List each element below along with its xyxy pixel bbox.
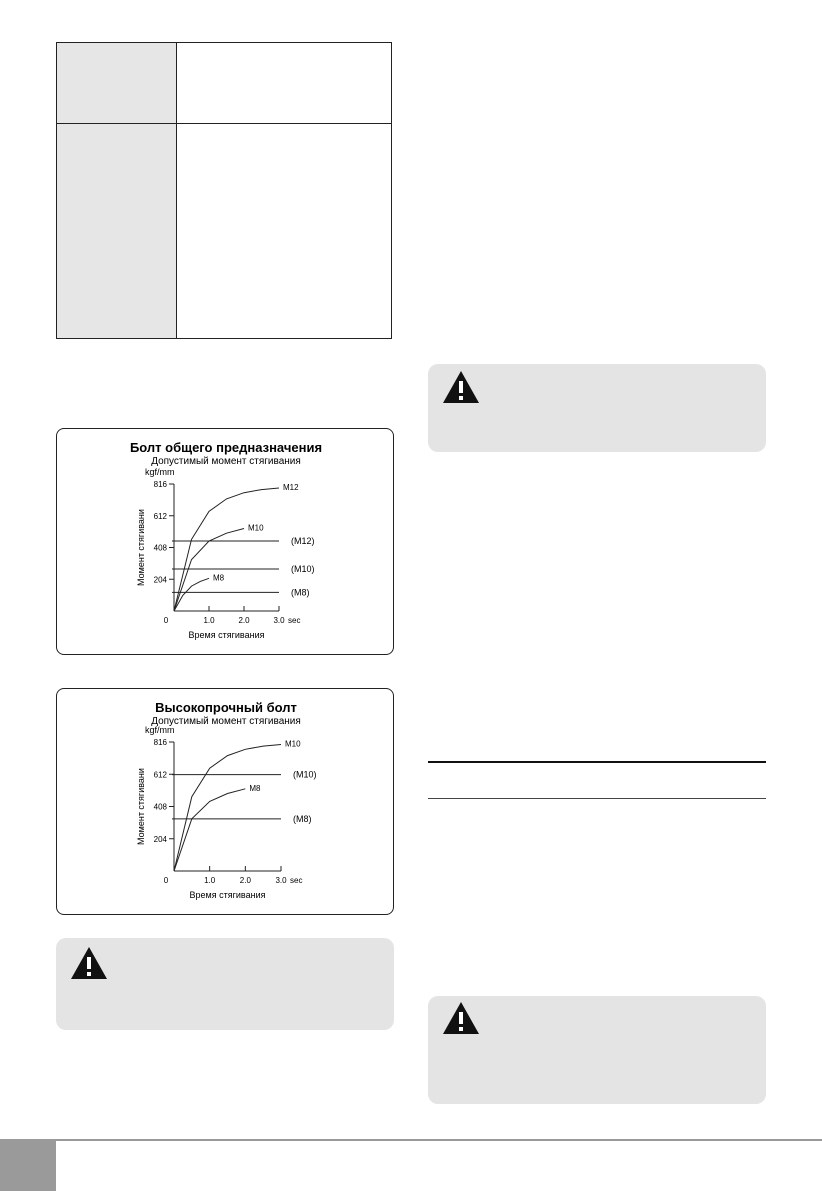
y-axis-label: Момент стягивани [136,768,146,845]
section-rule-bottom [428,798,766,799]
section-rule-top [428,761,766,763]
y-tick-label: 816 [153,480,167,489]
warning-box-right-top [428,364,766,452]
reference-line-label: (M10) [291,563,315,574]
y-tick-label: 408 [153,802,167,812]
reference-line-label: (M12) [291,535,315,546]
footer-line [0,1139,822,1141]
y-tick-label: 816 [153,738,167,747]
x-unit-label: sec [288,616,301,625]
series-label: M8 [213,573,225,583]
reference-line-label: (M8) [291,587,310,598]
series-label: M12 [283,483,299,493]
x-axis-label: Время стягивания [189,890,266,900]
warning-triangle-icon [441,1000,481,1036]
chart-general-bolt [57,429,395,656]
y-tick-label: 612 [153,511,167,521]
series-label: M10 [248,523,264,533]
y-unit-label: kgf/mm [145,467,175,477]
reference-line-label: (M10) [293,769,317,780]
series-label: M10 [285,739,301,749]
spec-table [56,42,392,339]
y-tick-label: 204 [153,834,167,844]
footer-page-tab [0,1139,56,1191]
x-tick-label: 2.0 [238,616,250,625]
x-tick-label: 1.0 [203,616,215,625]
reference-line-label: (M8) [293,813,312,824]
x-unit-label: sec [290,876,303,885]
x-tick-label: 3.0 [273,616,285,625]
warning-triangle-icon [69,945,109,981]
series-curve [174,745,281,872]
chart-high-strength-bolt [57,689,395,916]
x-axis-label: Время стягивания [188,630,265,640]
chart-title: Болт общего предназначения [129,440,323,455]
y-tick-label: 612 [153,770,167,780]
y-tick-label: 204 [153,575,167,585]
chart-title: Высокопрочный болт [155,700,297,715]
chart-subtitle: Допустимый момент стягивания [151,456,301,467]
x-tick-label: 1.0 [204,876,216,885]
chart-subtitle: Допустимый момент стягивания [151,716,301,727]
warning-triangle-icon [441,369,481,405]
warning-box-right-bottom [428,996,766,1104]
y-unit-label: kgf/mm [145,725,175,735]
x-tick-label: 0 [163,616,169,625]
y-tick-label: 408 [153,543,167,553]
table-label-column [57,43,177,338]
series-curve [174,789,245,871]
chart-panel-high-strength-bolt [56,688,394,915]
series-label: M8 [249,783,261,793]
warning-box-left [56,938,394,1030]
y-axis-label: Момент стягивани [136,509,146,586]
x-tick-label: 0 [163,876,169,885]
x-tick-label: 3.0 [275,876,287,885]
x-tick-label: 2.0 [239,876,251,885]
chart-panel-general-bolt [56,428,394,655]
table-row-divider [57,123,391,124]
